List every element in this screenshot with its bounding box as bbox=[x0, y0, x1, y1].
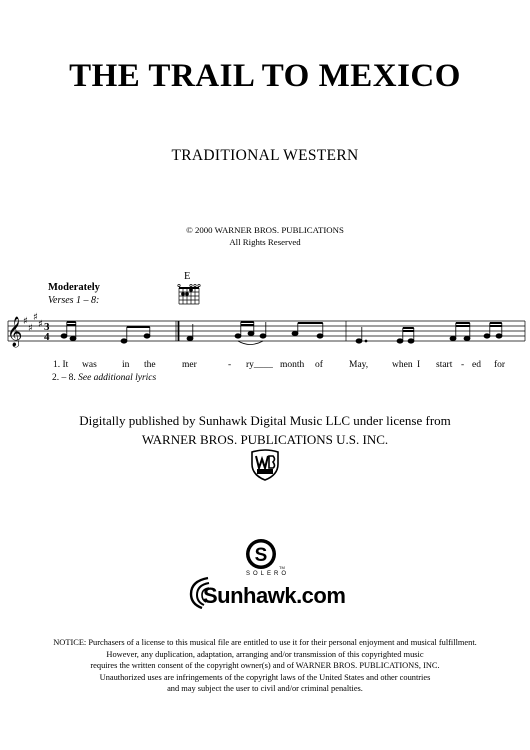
svg-text:4: 4 bbox=[44, 331, 50, 343]
svg-text:3: 3 bbox=[44, 321, 50, 333]
lyric-syllable: - bbox=[461, 360, 465, 370]
copyright-line: © 2000 WARNER BROS. PUBLICATIONS bbox=[186, 225, 344, 235]
lyric-syllable: when bbox=[392, 360, 413, 370]
song-title: THE TRAIL TO MEXICO bbox=[69, 58, 461, 94]
lyric-syllable: was bbox=[82, 360, 97, 370]
solero-wordmark: SOLERO bbox=[246, 571, 290, 577]
lyric-syllable: 1. It bbox=[53, 360, 69, 370]
lyric-syllable: May, bbox=[349, 360, 369, 370]
composer-credit: TRADITIONAL WESTERN bbox=[171, 147, 359, 164]
additional-lyrics-note: See additional lyrics bbox=[78, 373, 157, 383]
lyric-syllable: of bbox=[315, 360, 323, 370]
additional-lyrics-line bbox=[52, 373, 156, 383]
lyric-syllable: the bbox=[144, 360, 156, 370]
svg-text:S: S bbox=[254, 545, 268, 566]
tempo-marking: Moderately bbox=[48, 282, 100, 293]
music-staff bbox=[0, 284, 530, 364]
svg-text:♯: ♯ bbox=[23, 316, 28, 327]
chord-name: E bbox=[184, 271, 191, 282]
svg-text:♯: ♯ bbox=[38, 319, 43, 330]
license-notice bbox=[20, 637, 510, 695]
publisher-line: Digitally published by Sunhawk Digital Music LLC under license from bbox=[79, 413, 451, 428]
lyric-syllable: mer bbox=[182, 360, 197, 370]
notice-line: NOTICE: Purchasers of a license to this musical file are entitled to use it for their personal enjoyment and musical fulfillment. bbox=[53, 638, 477, 647]
licensor-line: WARNER BROS. PUBLICATIONS U.S. INC. bbox=[141, 432, 389, 447]
copyright-notice bbox=[0, 224, 530, 248]
svg-text:TM: TM bbox=[279, 565, 285, 570]
lyric-syllable: I bbox=[417, 360, 421, 370]
notice-line: Unauthorized uses are infringements of the copyright laws of the United States and other countries bbox=[99, 672, 431, 682]
notice-line: However, any duplication, adaptation, arranging and/or transmission of this copyrighted music bbox=[106, 649, 424, 659]
rights-line: All Rights Reserved bbox=[229, 237, 301, 247]
lyric-syllable: ry____ bbox=[246, 360, 273, 370]
lyric-syllable: month bbox=[280, 360, 305, 370]
treble-clef-icon: 𝄞 bbox=[7, 317, 23, 347]
solero-logo-icon bbox=[237, 538, 293, 572]
sunhawk-wordmark: Sunhawk.com bbox=[203, 583, 346, 608]
svg-text:♯: ♯ bbox=[28, 323, 33, 334]
lyric-syllable: start bbox=[436, 360, 453, 370]
svg-text:♯: ♯ bbox=[33, 312, 38, 323]
lyric-syllable: for bbox=[494, 360, 506, 370]
verses-marking: Verses 1 – 8: bbox=[48, 295, 100, 306]
notice-line: and may subject the user to civil and/or criminal penalties. bbox=[167, 684, 363, 694]
notice-line: requires the written consent of the copyright owner(s) and of WARNER BROS. PUBLICATIONS, INC. bbox=[90, 661, 440, 671]
lyric-syllable: - bbox=[228, 360, 232, 370]
lyric-syllable: ed bbox=[472, 360, 481, 370]
warner-bros-shield-icon bbox=[249, 448, 281, 482]
chord-diagram bbox=[178, 284, 200, 304]
time-signature bbox=[44, 321, 50, 343]
verse-range: 2. – 8. bbox=[52, 373, 76, 383]
lyric-syllable: in bbox=[122, 360, 130, 370]
